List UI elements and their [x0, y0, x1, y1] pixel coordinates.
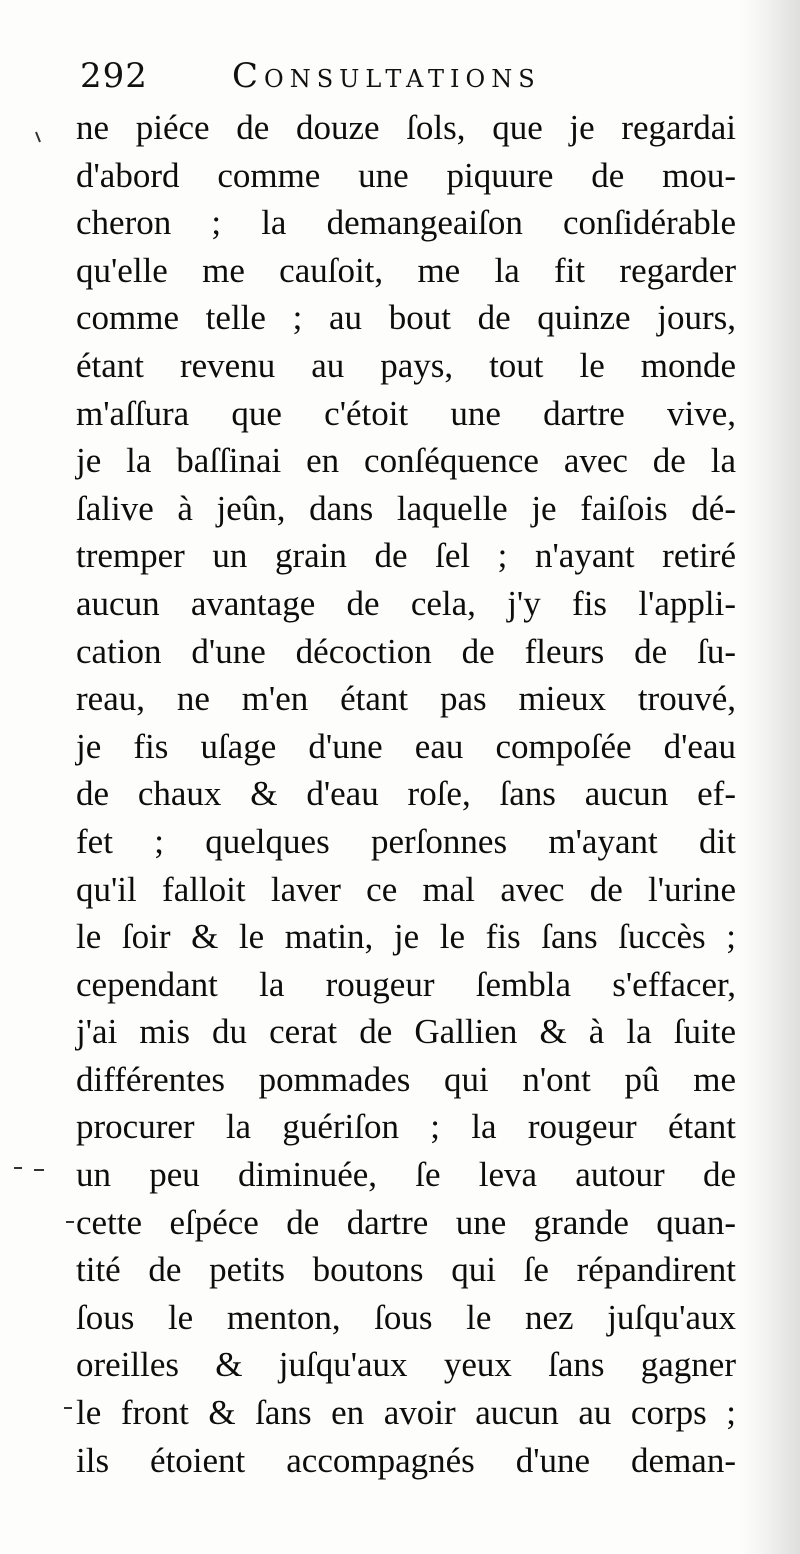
text-line: qu'elle me cauſoit, me la fit regarder: [76, 250, 736, 290]
text-line: cependant la rougeur ſembla s'effacer,: [76, 964, 736, 1004]
text-line: ils étoient accompagnés d'une deman-: [76, 1440, 736, 1480]
text-line: m'aſſura que c'étoit une dartre vive,: [76, 393, 736, 433]
text-line: ſous le menton, ſous le nez juſqu'aux: [76, 1297, 736, 1337]
text-body: [76, 104, 736, 1484]
text-line: le front & ſans en avoir aucun au corps ;: [76, 1393, 736, 1433]
text-line: de chaux & d'eau roſe, ſans aucun ef-: [76, 774, 736, 814]
page-edge-shadow: [740, 0, 800, 1554]
text-line: d'abord comme une piquure de mou-: [76, 155, 736, 195]
text-line: comme telle ; au bout de quinze jours,: [76, 298, 736, 338]
text-line: tité de petits boutons qui ſe répandirent: [76, 1250, 736, 1290]
text-line: cheron ; la demangeaiſon conſidérable: [76, 203, 736, 243]
text-line: le ſoir & le matin, je le fis ſans ſuccès ;: [76, 917, 736, 957]
text-line: ne piéce de douze ſols, que je regardai: [76, 108, 736, 147]
text-line: différentes pommades qui n'ont pû me: [76, 1059, 736, 1099]
text-line: je la baſſinai en conſéquence avec de la: [76, 441, 736, 481]
text-line: un peu diminuée, ſe leva autour de: [76, 1155, 736, 1195]
text-line: ſalive à jeûn, dans laquelle je faiſois dé-: [76, 488, 736, 528]
text-line: reau, ne m'en étant pas mieux trouvé,: [76, 679, 736, 719]
text-line: oreilles & juſqu'aux yeux ſans gagner: [76, 1345, 736, 1385]
running-head: Consultations: [232, 56, 541, 96]
page-header: [80, 46, 740, 106]
text-line: étant revenu au pays, tout le monde: [76, 345, 736, 385]
text-line: je fis uſage d'une eau compoſée d'eau: [76, 726, 736, 766]
text-line: tremper un grain de ſel ; n'ayant retiré: [76, 536, 736, 576]
text-line: procurer la guériſon ; la rougeur étant: [76, 1107, 736, 1147]
text-line: j'ai mis du cerat de Gallien & à la ſuite: [76, 1012, 736, 1052]
text-line: fet ; quelques perſonnes m'ayant dit: [76, 821, 736, 861]
margin-tick: [36, 132, 40, 142]
text-line: cation d'une décoction de fleurs de ſu-: [76, 631, 736, 671]
page-number: 292: [80, 56, 148, 96]
text-line: cette eſpéce de dartre une grande quan-: [76, 1202, 736, 1242]
text-line: aucun avantage de cela, j'y fis l'appli-: [76, 583, 736, 623]
text-line: qu'il falloit laver ce mal avec de l'urine: [76, 869, 736, 909]
